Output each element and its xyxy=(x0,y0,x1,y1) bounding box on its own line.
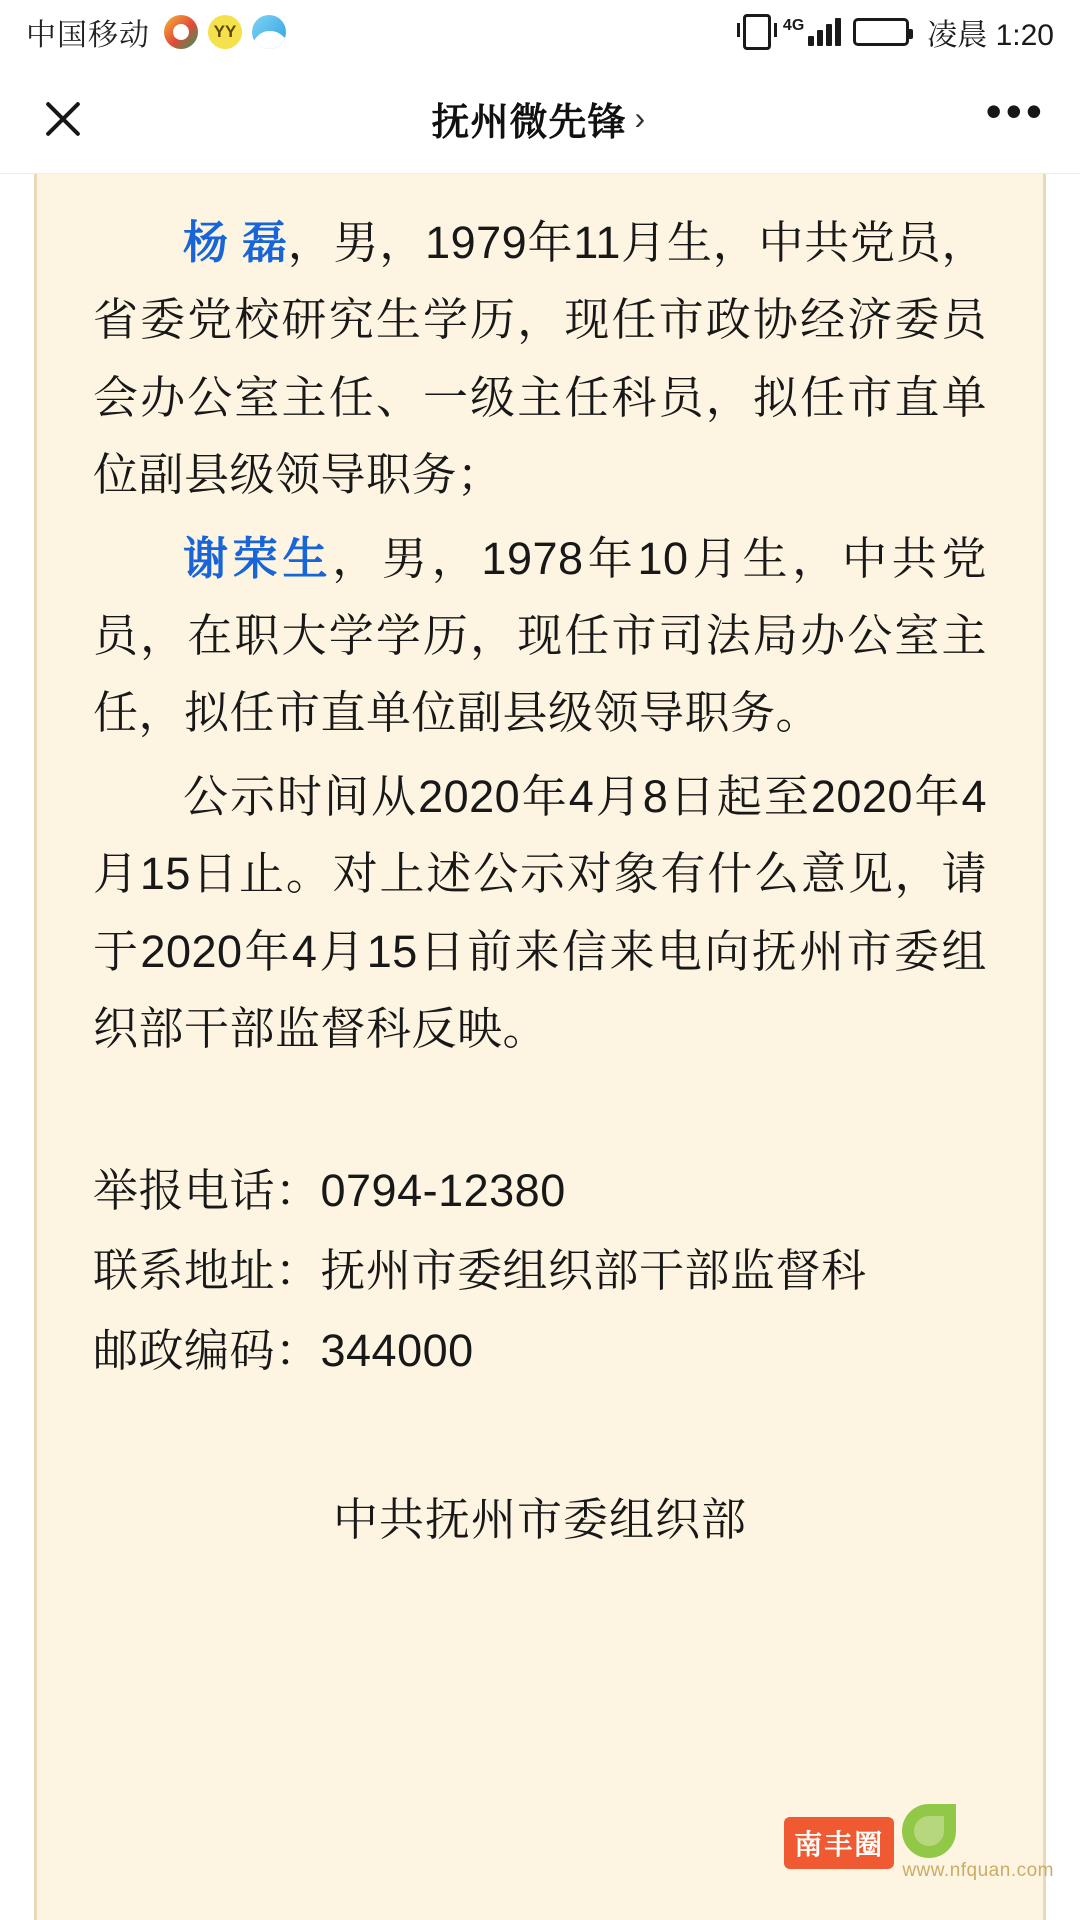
signal-4g-icon xyxy=(783,18,841,46)
carrier-label: 中国移动 xyxy=(26,19,150,52)
status-right-group xyxy=(743,10,1054,54)
browser-icon xyxy=(252,15,286,49)
article-scroll-area[interactable] xyxy=(0,174,1080,1920)
contact-postcode-line: 邮政编码：344000 xyxy=(93,1325,474,1377)
person-name-1: 杨 磊 xyxy=(183,217,288,268)
person-paragraph-1 xyxy=(93,204,987,514)
watermark xyxy=(784,1804,1054,1882)
notice-paragraph: 公示时间从2020年4月8日起至2020年4月15日止。对上述公示对象有什么意见，请于2020年4月15日前来信来电向抚州市委组织部干部监督科反映。 xyxy=(93,770,987,1054)
person-detail-1: ，男，1979年11月生，中共党员，省委党校研究生学历，现任市政协经济委员会办公室主任、一级主任科员，拟任市直单位副县级领导职务； xyxy=(93,217,987,501)
leaf-icon xyxy=(902,1804,956,1858)
vibrate-icon xyxy=(743,14,771,50)
paragraph-spacer xyxy=(93,1073,987,1151)
yy-icon: YY xyxy=(208,15,242,49)
chevron-right-icon: › xyxy=(634,100,647,136)
watermark-badge: 南丰圈 xyxy=(784,1817,894,1869)
battery-icon xyxy=(853,18,909,46)
person-name-2: 谢荣生 xyxy=(183,532,333,584)
person-detail-2: ，男，1978年10月生，中共党员，在职大学学历，现任市司法局办公室主任，拟任市直单位副县级领导职务。 xyxy=(93,532,987,739)
network-type-label: 4G xyxy=(782,17,805,34)
navigation-bar xyxy=(0,64,1080,174)
status-app-icons xyxy=(164,15,286,49)
close-icon[interactable] xyxy=(34,90,92,148)
page-title[interactable] xyxy=(432,91,647,146)
contact-address-line: 联系地址：抚州市委组织部干部监督科 xyxy=(93,1245,867,1297)
status-clock: 凌晨 1:20 xyxy=(927,19,1054,52)
page-title-label: 抚州微先锋 xyxy=(431,102,627,144)
watermark-right xyxy=(902,1804,1054,1882)
more-options-icon[interactable]: ••• xyxy=(985,84,1046,137)
contact-phone-line: 举报电话：0794-12380 xyxy=(93,1165,566,1217)
uc-browser-icon xyxy=(164,15,198,49)
signature-block xyxy=(93,1484,987,1556)
person-paragraph-2 xyxy=(93,520,987,752)
status-bar xyxy=(0,0,1080,64)
watermark-url: www.nfquan.com xyxy=(902,1860,1054,1881)
article-paper xyxy=(34,174,1046,1920)
signature-line: 中共抚州市委组织部 xyxy=(332,1493,747,1545)
